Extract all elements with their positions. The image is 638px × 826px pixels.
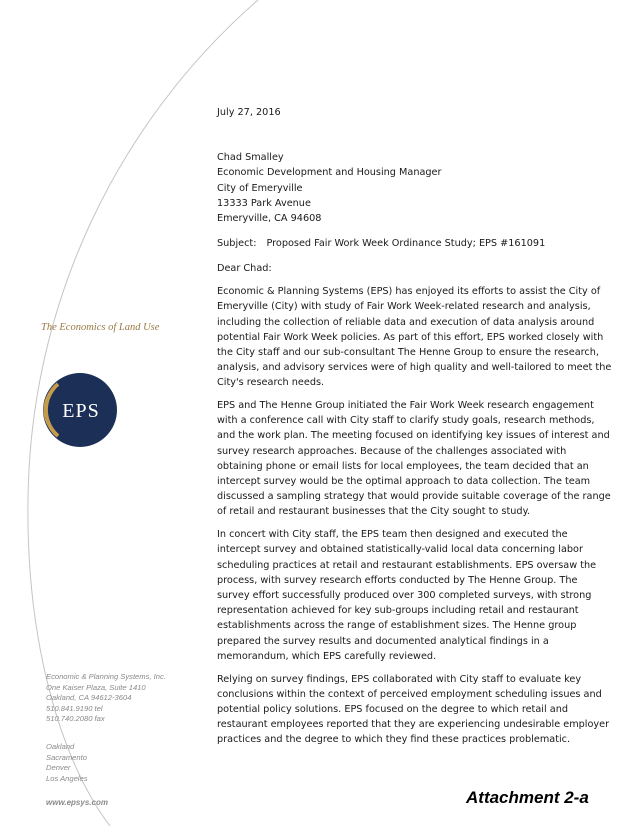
office-list [46,742,166,784]
recipient-city: Emeryville, CA 94608 [217,213,322,225]
company-address [46,672,206,725]
body-paragraph: In concert with City staff, the EPS team then designed and executed the intercept survey and obtained statistically-valid local data concerning labor scheduling practices at retail and restaurant establishments. EPS oversaw the process, with survey research efforts conducted by The Henne Group. The survey effort successfully produced over 300 completed surveys, with strong representation achieved for key sub-groups including retail and restaurant establishments across the range of establishment sizes. The Henne group prepared the survey results and documented analytical findings in a memorandum, which EPS carefully reviewed. [217,529,597,662]
body-paragraph: Economic & Planning Systems (EPS) has enjoyed its efforts to assist the City of Emeryville (City) with study of Fair Work Week-related research and analysis, including the collection of reliable data and execution of data analysis around potential Fair Work Week policies. As part of this effort, EPS worked closely with the City staff and our sub-consultant The Henne Group to ensure the research, analysis, and advisory services were of high quality and well-tailored to meet the City's research needs. [217,286,612,389]
company-name: Economic & Planning Systems, Inc. [46,672,166,681]
company-street: One Kaiser Plaza, Suite 1410 [46,682,146,692]
recipient-street: 13333 Park Avenue [217,197,311,209]
letter-body [217,105,612,748]
subject-label: Subject: [217,238,257,250]
salutation: Dear Chad: [217,263,272,275]
recipient-title: Economic Development and Housing Manager [217,167,442,179]
body-paragraph: EPS and The Henne Group initiated the Fair Work Week research engagement with a conference call with City staff to clarify study goals, research methods, and the work plan. The meeting focused on identifying key issues of interest and survey research approaches. Because of the challenges associated with obtaining phone or email lists for local employees, the team decided that an intercept survey would be the optimal approach to data collection. The team discussed a sampling strategy that would provide suitable coverage of the range of retail and restaurant businesses that the City sought to study. [217,400,611,518]
office-item: Sacramento [46,752,87,762]
office-item: Denver [46,763,71,772]
subject-line [217,236,612,251]
recipient-name: Chad Smalley [217,152,284,164]
company-tagline: The Economics of Land Use [41,322,160,333]
letter-date: July 27, 2016 [217,107,281,118]
recipient-org: City of Emeryville [217,182,303,194]
subject-text: Proposed Fair Work Week Ordinance Study; EPS #161091 [266,238,546,250]
company-fax: 510.740.2080 fax [46,714,105,723]
company-tel: 510.841.9190 tel [46,703,103,713]
attachment-label: Attachment 2-a [466,788,589,807]
office-item: Los Angeles [46,773,88,783]
company-city-state: Oakland, CA 94612-3604 [46,693,132,702]
company-website: www.epsys.com [46,798,108,807]
office-item: Oakland [46,742,75,751]
eps-logo [40,370,120,450]
logo-text: EPS [62,400,100,422]
body-paragraph: Relying on survey findings, EPS collaborated with City staff to evaluate key conclusions within the context of perceived employment scheduling issues and potential policy solutions. EPS focused on the degree to which retail and restaurant employees reported that they are experiencing undesirable employer practices and the degree to which they find these practices problematic. [217,673,610,746]
